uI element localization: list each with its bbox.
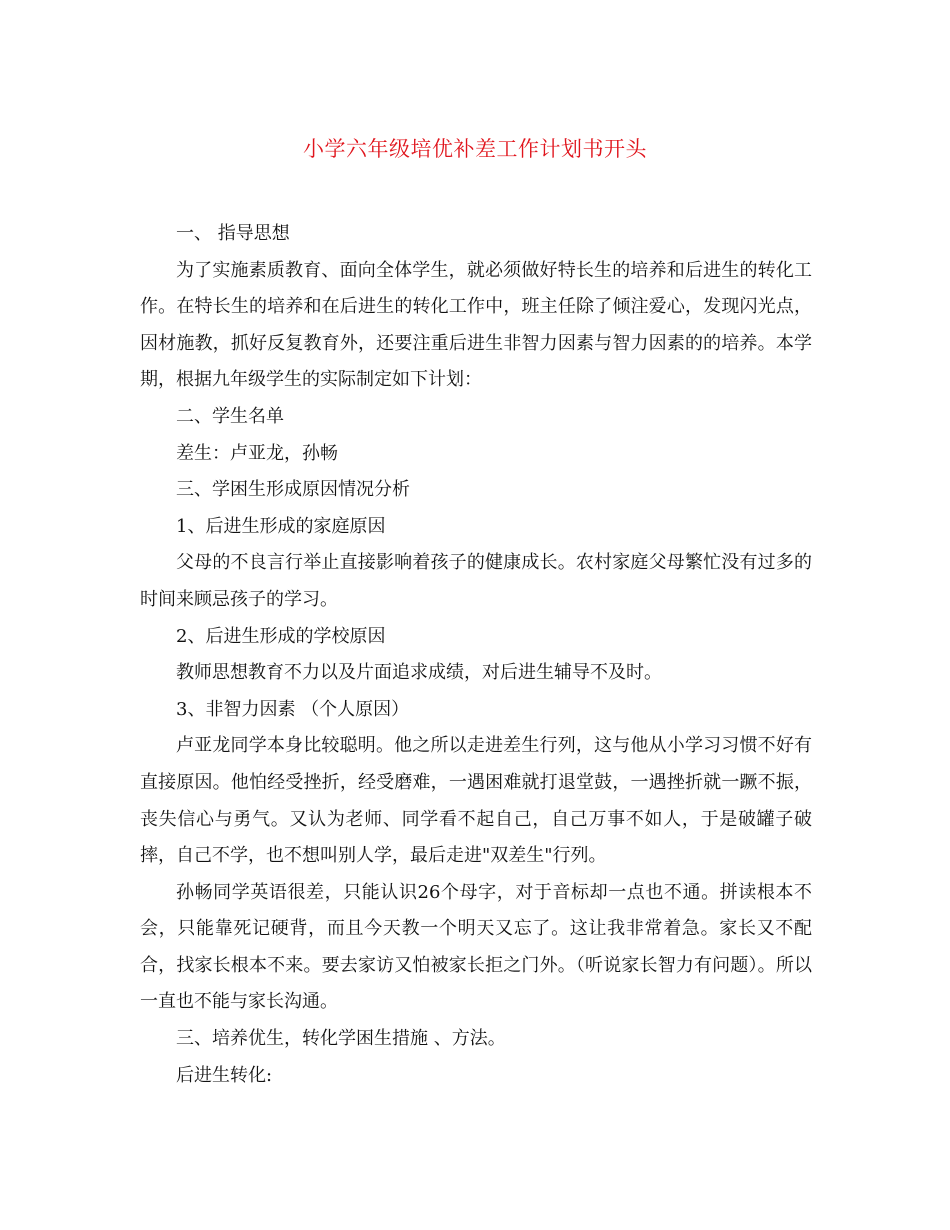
heading-cause-analysis: 三、学困生形成原因情况分析 — [176, 479, 410, 501]
subheading-family-cause: 1、后进生形成的家庭原因 — [176, 515, 386, 537]
paragraph-family-cause: 父母的不良言行举止直接影响着孩子的健康成长。农村家庭父母繁忙没有过多的时间来顾忌孩子的学习。 — [140, 552, 812, 610]
subheading-transformation: 后进生转化: — [176, 1064, 273, 1086]
heading-student-list: 二、学生名单 — [176, 405, 284, 427]
subheading-school-cause: 2、后进生形成的学校原因 — [176, 625, 386, 647]
heading-measures: 三、培养优生，转化学困生措施 、方法。 — [176, 1028, 506, 1050]
paragraph-student-list: 差生：卢亚龙，孙畅 — [176, 442, 338, 464]
subheading-personal-cause: 3、非智力因素 （个人原因） — [176, 698, 410, 720]
paragraph-guiding-ideology: 为了实施素质教育、面向全体学生，就必须做好特长生的培养和后进生的转化工作。在特长生的培养和在后进生的转化工作中，班主任除了倾注爱心，发现闪光点，因材施教，抓好反复教育外，还要注重后进生非智力因素与智力因素的的培养。本学期，根据九年级学生的实际制定如下计划： — [140, 259, 812, 391]
paragraph-school-cause: 教师思想教育不力以及片面追求成绩，对后进生辅导不及时。 — [176, 662, 662, 684]
heading-guiding-ideology: 一、 指导思想 — [176, 223, 290, 244]
document-body — [140, 216, 812, 1094]
document-title: 小学六年级培优补差工作计划书开头 — [303, 137, 647, 161]
paragraph-student-sun: 孙畅同学英语很差，只能认识26个母字，对于音标却一点也不通。拼读根本不会，只能靠死记硬背，而且今天教一个明天又忘了。这让我非常着急。家长又不配合，找家长根本不来。要去家访又怕被家长拒之门外。（听说家长智力有问题）。所以一直也不能与家长沟通。 — [140, 881, 812, 1013]
paragraph-student-lu: 卢亚龙同学本身比较聪明。他之所以走进差生行列，这与他从小学习习惯不好有直接原因。他怕经受挫折，经受磨难，一遇困难就打退堂鼓，一遇挫折就一蹶不振，丧失信心与勇气。又认为老师、同学看不起自己，自己万事不如人，于是破罐子破摔，自己不学，也不想叫别人学，最后走进"双差生"行列。 — [140, 735, 812, 867]
